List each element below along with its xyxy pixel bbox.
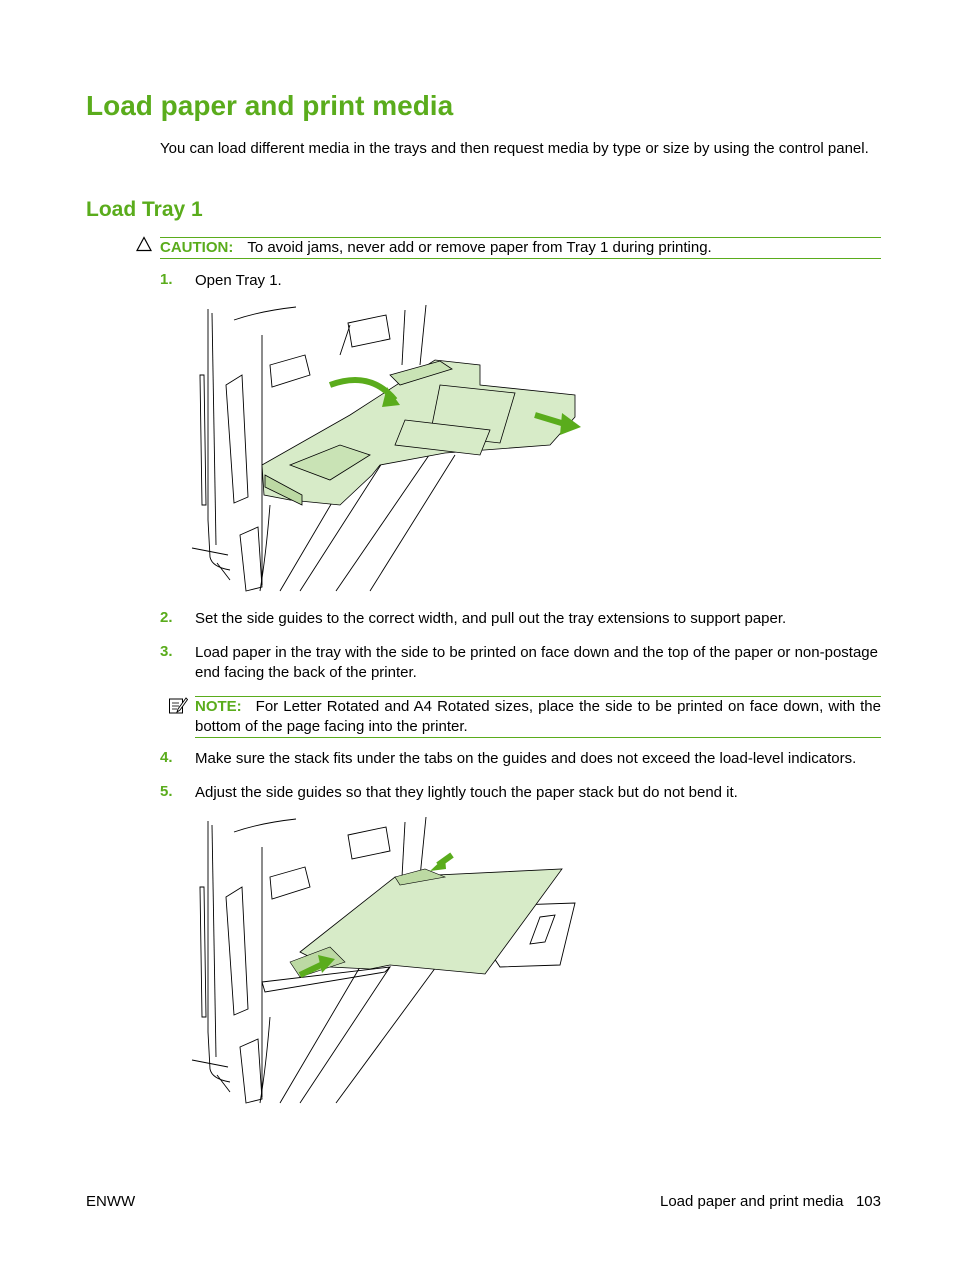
footer-title: Load paper and print media [659,1193,844,1210]
note-callout [195,696,881,738]
caution-label: CAUTION: [160,239,234,256]
footer-right [660,1193,881,1210]
step-text: Adjust the side guides so that they lightly touch the paper stack but do not bend it. [195,784,738,801]
footer-left: ENWW [86,1193,136,1210]
step-number: 1. [160,271,173,288]
load-paper-figure [190,817,590,1104]
page-number: 103 [855,1193,881,1210]
step-text: Open Tray 1. [195,272,282,289]
intro-paragraph: You can load different media in the trays and then request media by type or size by using the control panel. [160,140,869,157]
note-text: For Letter Rotated and A4 Rotated sizes, place the side to be printed on face down, with the bottom of the page facing into the printer. [195,698,881,735]
step-number: 3. [160,643,173,660]
open-tray-1-figure [190,305,590,592]
step-number: 4. [160,749,173,766]
step-text: Load paper in the tray with the side to be printed on face down and the top of the paper or non-postage end facing the back of the printer. [195,644,878,681]
step-text: Make sure the stack fits under the tabs on the guides and does not exceed the load-level indicators. [195,750,857,767]
section-title: Load Tray 1 [86,198,203,221]
page-title: Load paper and print media [86,90,454,121]
note-pencil-icon [168,697,188,715]
caution-callout [160,237,881,259]
step-number: 2. [160,609,173,626]
caution-text: To avoid jams, never add or remove paper from Tray 1 during printing. [247,239,712,256]
note-label: NOTE: [195,698,242,715]
step-text: Set the side guides to the correct width, and pull out the tray extensions to support paper. [195,610,787,627]
step-number: 5. [160,783,173,800]
caution-triangle-icon [136,236,152,252]
